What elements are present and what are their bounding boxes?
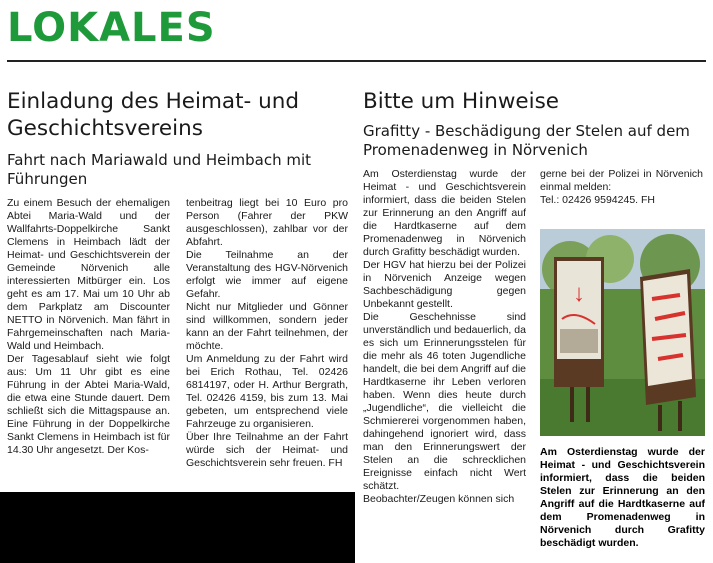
paragraph: Am Osterdienstag wurde der Heimat - und Geschichtsverein informiert, dass die beiden Stelen zur Erinnerung an den Angriff auf die Hardtkaserne auf dem Promenadenweg in Nörvenich durch Grafitty beschädigt wurden. bbox=[363, 168, 526, 258]
paragraph: Zu einem Besuch der ehemaligen Abtei Maria-Wald und der Wallfahrts-Doppelkirche Sankt Clemens in Heimbach lädt der Heimat- und Geschichtsverein der Gemeinde Nörvenich alle interessierten Mitbürger ein. Los geht es am 17. Mai um 10 Uhr ab dem Parkplatz am Discounter NETTO in Nörvenich. Man fährt in Fahrgemeinschaften nach Maria-Wald und Heimbach. bbox=[7, 197, 170, 352]
section-title: LOKALES bbox=[7, 5, 216, 51]
paragraph: Nicht nur Mitglieder und Gönner sind willkommen, sondern jeder kann an der Fahrt teilnehmen, der möchte. bbox=[186, 301, 348, 352]
paragraph: Der Tagesablauf sieht wie folgt aus: Um 11 Uhr gibt es eine Führung in der Abtei Maria-Wald, die etwa eine Stunde dauert. Dem schließt sich die Mittagspause an. Eine Führung in der Doppelkirche Sankt Clemens in Heimbach ist für 14.30 Uhr angesetzt. Der Kos- bbox=[7, 353, 170, 456]
paragraph: Die Teilnahme an der Veranstaltung des HGV-Nörvenich erfolgt wie immer auf eigene Gefahr. bbox=[186, 249, 348, 300]
paragraph: Die Geschehnisse sind unverständlich und bedauerlich, da es sich um Erinnerungsstelen für die mehr als 46 toten Jugendliche handelt, die bei dem Angriff auf die Hardtkaserne ihr Leben verloren haben. Wenn dies heute durch „Jugendliche“, die vielleicht die Schmiererei vorgenommen haben, dahingehend ignoriert wird, dass man den Erinnerungswert der Stelen an die schrecklichen Ereignisse einfach nicht Wert schätzt. bbox=[363, 311, 526, 492]
article2-headline: Bitte um Hinweise bbox=[363, 89, 560, 114]
svg-text:↓: ↓ bbox=[573, 280, 585, 307]
article2-subheadline: Grafitty - Beschädigung der Stelen auf dem Promenadenweg in Nörvenich bbox=[363, 122, 690, 159]
stelen-photo bbox=[540, 229, 705, 436]
black-redaction-block bbox=[0, 492, 355, 563]
article1-headline: Einladung des Heimat- und Geschichtsvereins bbox=[7, 89, 300, 141]
paragraph: Tel.: 02426 9594245. FH bbox=[540, 194, 655, 206]
paragraph: Um Anmeldung zu der Fahrt wird bei Erich Rothau, Tel. 02426 6814197, oder H. Arthur Bergrath, Tel. 02426 4159, bis zum 13. Mai gebeten, um entsprechend viele Fahrzeuge zu organisieren. bbox=[186, 353, 348, 430]
article1-column-1 bbox=[7, 197, 170, 487]
paragraph: gerne bei der Polizei in Nörvenich einmal melden: bbox=[540, 168, 703, 193]
photo-caption: Am Osterdienstag wurde der Heimat - und Geschichtsverein informiert, dass die beiden Stelen zur Erinnerung an den Angriff auf die Hardtkaserne auf dem Promenadenweg in Nörvenich durch Grafitty beschädigt wurden. bbox=[540, 446, 705, 549]
paragraph: Über Ihre Teilnahme an der Fahrt würde sich der Heimat- und Geschichtsverein sehr freuen. FH bbox=[186, 431, 348, 469]
article2-column-2 bbox=[540, 168, 703, 218]
paragraph: Der HGV hat hierzu bei der Polizei in Nörvenich Anzeige wegen Sachbeschädigung gegen Unbekannt gestellt. bbox=[363, 259, 526, 310]
paragraph: tenbeitrag liegt bei 10 Euro pro Person (Fahrer der PKW ausgeschlossen), zahlbar vor der Abfahrt. bbox=[186, 197, 348, 248]
article2-column-1 bbox=[363, 168, 526, 553]
section-rule bbox=[7, 60, 706, 62]
article1-column-2 bbox=[186, 197, 348, 487]
article1-subheadline: Fahrt nach Mariawald und Heimbach mit Führungen bbox=[7, 151, 312, 188]
stelen-photo-illustration bbox=[540, 229, 705, 436]
paragraph: Beobachter/Zeugen können sich bbox=[363, 493, 515, 505]
